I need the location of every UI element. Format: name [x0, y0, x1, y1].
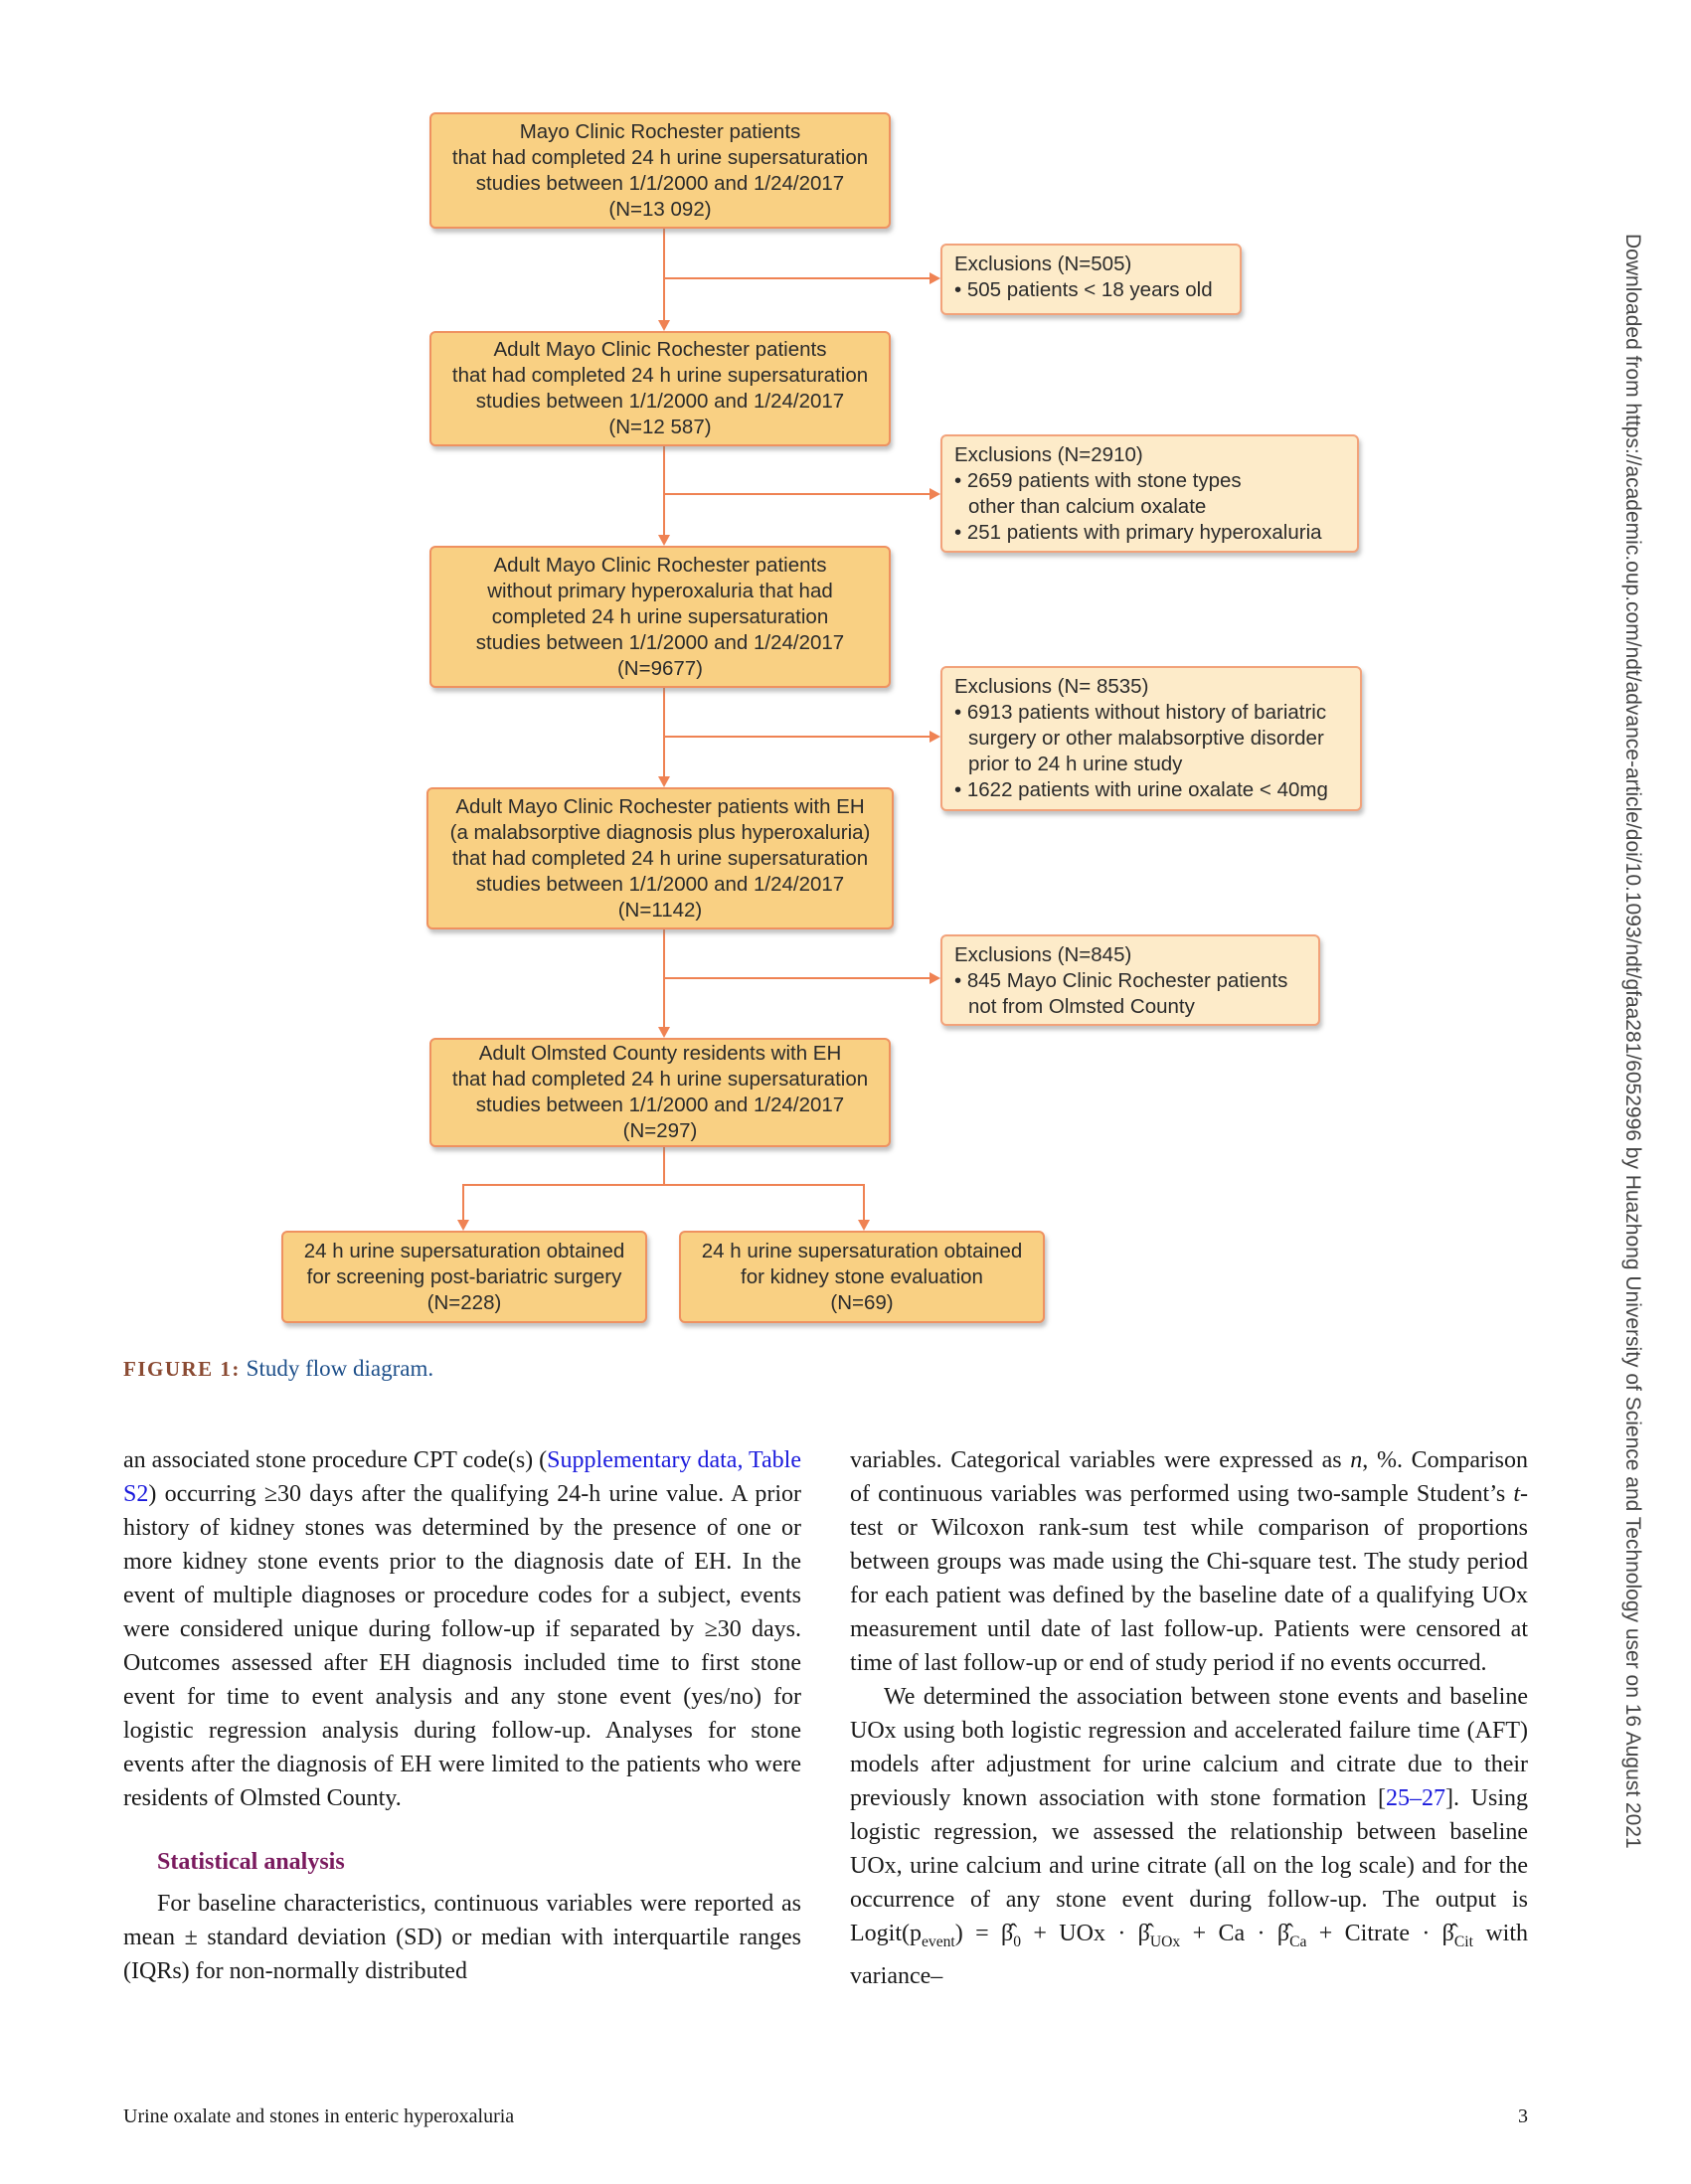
box-count: (N=9677) — [616, 656, 704, 680]
box-line: (a malabsorptive diagnosis plus hyperoxaluria) — [449, 820, 871, 844]
box-line: studies between 1/1/2000 and 1/24/2017 — [475, 872, 845, 896]
figure-title: Study flow diagram. — [240, 1356, 434, 1381]
text: ) = β̂ — [954, 1921, 1014, 1946]
box-count: (N=12 587) — [608, 416, 712, 438]
box-count: (N=297) — [622, 1119, 698, 1142]
subscript: Cit — [1453, 1932, 1473, 1950]
text: ) occurring ≥30 days after the qualifying 24-h urine value. A prior history of kidney stones was determined by the presence of one or more kidney stone events prior to the diagnosis date of EH. In the event of multiple diagnoses or procedure codes for a subject, events were considered unique during follow-up if separated by ≥30 days. Outcomes assessed after EH diagnosis included time to first stone event for time to event analysis and any stone event (yes/no) for logistic regression analysis during follow-up. Analyses for stone events after the diagnosis of EH were limited to the patients who were residents of Olmsted County. — [123, 1481, 801, 1811]
box-line: that had completed 24 h urine supersaturation — [451, 846, 869, 870]
box-count: (N=1142) — [617, 898, 703, 922]
page-number: 3 — [1518, 2105, 1528, 2127]
text: -test or Wilcoxon rank-sum test while comparison of proportions between groups was made using the Chi-square test. The study period for each patient was defined by the baseline date of a qualifying UOx measurement until date of last follow-up. Patients were censored at time of last follow-up or end of study period if no events occurred. — [850, 1481, 1528, 1676]
connector-line — [663, 446, 665, 535]
exclusion-box-stone-type — [940, 434, 1359, 553]
flow-box-no-primary-hyperoxaluria — [429, 546, 891, 688]
box-count: (N=13 092) — [608, 197, 712, 221]
box-line: studies between 1/1/2000 and 1/24/2017 — [475, 171, 845, 195]
connector-line — [663, 1146, 665, 1185]
arrow-down-icon — [658, 320, 670, 331]
box-line: Adult Mayo Clinic Rochester patients — [493, 553, 827, 577]
box-line: that had completed 24 h urine supersaturation — [451, 364, 869, 387]
box-line: Mayo Clinic Rochester patients — [519, 119, 801, 143]
exclusion-box-under-18 — [940, 244, 1242, 315]
paragraph — [123, 1443, 801, 1815]
box-line: that had completed 24 h urine supersaturation — [451, 145, 869, 169]
box-line: without primary hyperoxaluria that had — [487, 579, 833, 602]
right-column — [850, 1443, 1528, 1993]
arrow-down-icon — [658, 1027, 670, 1038]
box-line: Adult Olmsted County residents with EH — [478, 1042, 842, 1065]
box-line: studies between 1/1/2000 and 1/24/2017 — [475, 630, 845, 654]
figure-caption — [123, 1356, 433, 1382]
flow-box-all-patients — [429, 112, 891, 229]
box-count: (N=69) — [830, 1290, 894, 1314]
text: + Citrate · β̂ — [1306, 1921, 1454, 1946]
connector-line — [663, 228, 665, 320]
box-line: that had completed 24 h urine supersaturation — [451, 1068, 869, 1091]
text: n — [1350, 1447, 1363, 1473]
text: variables. Categorical variables were expressed as — [850, 1447, 1351, 1473]
subscript: event — [922, 1932, 955, 1950]
exclusion-bullet: • 845 Mayo Clinic Rochester patients not from Olmsted County — [954, 969, 1288, 1018]
connector-line — [664, 736, 930, 738]
section-heading: Statistical analysis — [157, 1849, 345, 1875]
paragraph: For baseline characteristics, continuous variables were reported as mean ± standard deviation (SD) or median with interquartile ranges (IQRs) for non-normally distributed — [123, 1891, 801, 1984]
box-line: studies between 1/1/2000 and 1/24/2017 — [475, 1093, 845, 1116]
connector-line — [462, 1184, 865, 1186]
arrow-down-icon — [658, 776, 670, 787]
exclusion-bullet: • 2659 patients with stone types other than calcium oxalate — [954, 469, 1242, 518]
exclusion-box-non-olmsted — [940, 934, 1320, 1026]
box-line: for kidney stone evaluation — [741, 1264, 983, 1288]
text: an associated stone procedure CPT code(s) ( — [123, 1447, 548, 1473]
box-line: Adult Mayo Clinic Rochester patients — [493, 338, 827, 361]
arrow-down-icon — [457, 1220, 469, 1231]
arrow-right-icon — [930, 972, 940, 984]
flow-box-post-bariatric-screening — [281, 1231, 647, 1323]
text: ]. Using logistic regression, we assessed the relationship between baseline UOx, urine calcium and urine citrate (all on the log scale) and for the occurrence of any stone event during follow-up. The output is Logit(p — [850, 1785, 1528, 1946]
connector-line — [664, 493, 930, 495]
paragraph — [850, 1680, 1528, 1993]
text: + Ca · β̂ — [1180, 1921, 1290, 1946]
box-count: (N=228) — [426, 1290, 502, 1314]
exclusion-bullet: • 505 patients < 18 years old — [954, 278, 1213, 301]
download-watermark: Downloaded from https://academic.oup.com/ndt/advance-article/doi/10.1093/ndt/gfaa281/6052996 by Huazhong University of Science and Technology user on 16 August 2021 — [1621, 234, 1644, 1849]
running-title: Urine oxalate and stones in enteric hyperoxaluria — [123, 2105, 515, 2127]
text: We determined the association between stone events and baseline UOx using both logistic regression and accelerated failure time (AFT) models after adjustment for urine calcium and citrate due to their previously known association with stone formation [ — [850, 1684, 1528, 1811]
subscript: UOx — [1149, 1932, 1181, 1950]
figure-label: FIGURE 1: — [123, 1357, 241, 1381]
arrow-right-icon — [930, 731, 940, 743]
exclusion-title: Exclusions (N= 8535) — [954, 675, 1149, 698]
text: t — [1513, 1481, 1520, 1507]
left-column — [123, 1443, 801, 1988]
text: with variance– — [850, 1921, 1529, 1989]
paragraph — [850, 1443, 1528, 1680]
connector-line — [863, 1184, 865, 1220]
arrow-right-icon — [930, 272, 940, 284]
flow-box-patients-with-eh — [426, 787, 894, 929]
box-line: 24 h urine supersaturation obtained — [303, 1239, 625, 1262]
exclusion-bullet: • 1622 patients with urine oxalate < 40mg — [954, 778, 1328, 801]
box-line: for screening post-bariatric surgery — [306, 1264, 622, 1288]
subscript: 0 — [1013, 1932, 1022, 1950]
arrow-right-icon — [930, 488, 940, 500]
exclusion-box-malabsorptive — [940, 666, 1362, 811]
connector-line — [664, 977, 930, 979]
box-line: 24 h urine supersaturation obtained — [701, 1239, 1023, 1262]
flow-box-adult-patients — [429, 331, 891, 446]
flow-box-kidney-stone-evaluation — [679, 1231, 1045, 1323]
exclusion-bullet: • 6913 patients without history of bariatric surgery or other malabsorptive disorder prior to 24 h urine study — [954, 701, 1327, 775]
exclusion-title: Exclusions (N=505) — [954, 252, 1132, 275]
exclusion-title: Exclusions (N=2910) — [954, 443, 1143, 466]
box-line: Adult Mayo Clinic Rochester patients with EH — [455, 794, 865, 818]
text: + UOx · β̂ — [1021, 1921, 1150, 1946]
supplementary-link[interactable]: Supplementary data, Table S2 — [123, 1447, 801, 1507]
box-line: completed 24 h urine supersaturation — [491, 604, 829, 628]
flow-box-olmsted-residents — [429, 1038, 891, 1147]
reference-link[interactable]: 25–27 — [1386, 1785, 1446, 1811]
box-line: studies between 1/1/2000 and 1/24/2017 — [475, 390, 845, 413]
text: , %. Comparison of continuous variables was performed using two-sample Student’s — [850, 1447, 1528, 1507]
connector-line — [663, 688, 665, 776]
connector-line — [664, 277, 930, 279]
exclusion-bullet: • 251 patients with primary hyperoxaluria — [954, 521, 1322, 544]
arrow-down-icon — [858, 1220, 870, 1231]
exclusion-title: Exclusions (N=845) — [954, 943, 1132, 966]
arrow-down-icon — [658, 535, 670, 546]
connector-line — [462, 1184, 464, 1220]
subscript: Ca — [1289, 1932, 1307, 1950]
